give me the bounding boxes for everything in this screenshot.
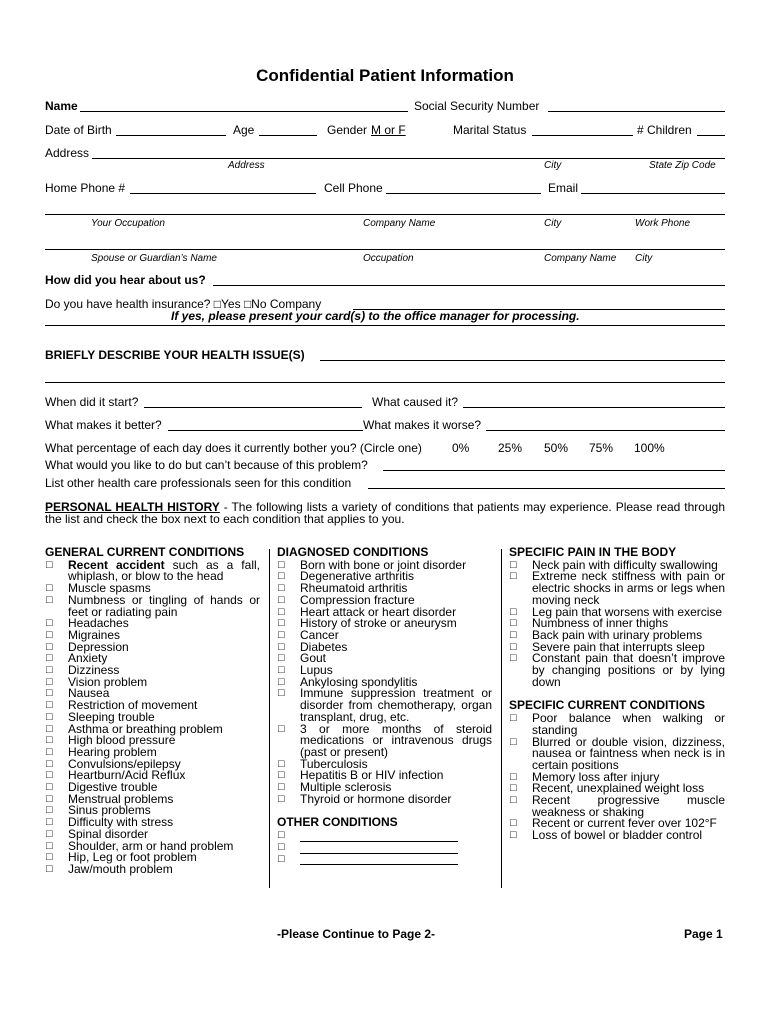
checkbox-icon[interactable]: □	[278, 840, 285, 853]
describe-field[interactable]	[320, 360, 725, 361]
dob-field[interactable]	[116, 135, 226, 136]
recent-accident-rest: such as a fall, whiplash, or blow to the head	[68, 557, 260, 584]
email-label: Email	[548, 181, 579, 195]
checkbox-icon[interactable]: □	[510, 794, 517, 807]
other-pros-field[interactable]	[368, 488, 725, 489]
general-condition-item-label: Migraines	[68, 627, 121, 642]
checkbox-icon[interactable]: □	[278, 617, 285, 630]
checkbox-icon[interactable]: □	[278, 652, 285, 665]
general-condition-item-label: Heartburn/Acid Reflux	[68, 768, 186, 783]
column-divider-1	[269, 549, 270, 888]
general-condition-item-label: Vision problem	[68, 674, 148, 689]
pain-condition-item-label: Back pain with urinary problems	[532, 627, 703, 642]
general-item-recent-accident[interactable]	[45, 557, 260, 584]
diagnosed-condition-item[interactable]	[277, 721, 492, 759]
pain-condition-item[interactable]	[509, 571, 725, 606]
address-sublabel: Address	[228, 160, 265, 171]
checkbox-icon[interactable]: □	[278, 781, 285, 794]
general-condition-item-label: Depression	[68, 639, 129, 654]
history-heading: PERSONAL HEALTH HISTORY	[45, 500, 220, 514]
checkbox-icon[interactable]: □	[46, 652, 53, 665]
pain-condition-item[interactable]	[509, 653, 725, 688]
checkbox-icon[interactable]: □	[46, 862, 53, 875]
address-field[interactable]	[92, 158, 725, 159]
general-condition-item-label: Difficulty with stress	[68, 815, 174, 830]
cell-phone-label: Cell Phone	[324, 181, 383, 195]
pain-condition-item-label: Neck pain with difficulty swallowing	[532, 557, 718, 572]
checkbox-icon[interactable]: □	[278, 664, 285, 677]
hear-label: How did you hear about us?	[45, 273, 206, 287]
gender-label: Gender	[327, 123, 368, 137]
ssn-label: Social Security Number	[414, 99, 540, 113]
diagnosed-condition-item-label: Diabetes	[300, 639, 348, 654]
worse-label: What makes it worse?	[363, 418, 482, 432]
checkbox-icon[interactable]: □	[46, 769, 53, 782]
recent-accident-label: Recent accident	[68, 557, 165, 572]
diagnosed-condition-item-label: Gout	[300, 651, 327, 666]
divider	[45, 325, 725, 326]
checkbox-icon[interactable]: □	[46, 593, 53, 606]
marital-field[interactable]	[532, 135, 633, 136]
current-condition-item[interactable]	[509, 713, 725, 736]
checkbox-icon[interactable]: □	[46, 781, 53, 794]
general-conditions-title: GENERAL CURRENT CONDITIONS	[45, 545, 245, 559]
home-phone-label: Home Phone #	[45, 181, 126, 195]
diagnosed-condition-item-label: Immune suppression treatment or disorder from chemotherapy, organ transplant, drug, etc.	[300, 686, 492, 724]
diagnosed-condition-item-label: Compression fracture	[300, 592, 415, 607]
checkbox-icon[interactable]: □	[510, 829, 517, 842]
general-condition-item[interactable]	[45, 861, 260, 876]
general-condition-item-label: Hearing problem	[68, 744, 157, 759]
diagnosed-condition-item[interactable]	[277, 791, 492, 806]
other-condition-1[interactable]	[277, 830, 492, 842]
checkbox-icon[interactable]: □	[278, 722, 285, 735]
checkbox-icon[interactable]: □	[46, 804, 53, 817]
checkbox-icon[interactable]: □	[278, 628, 285, 641]
pct-option-100[interactable]: 100%	[634, 441, 665, 455]
checkbox-icon[interactable]: □	[278, 769, 285, 782]
other-condition-3[interactable]	[277, 854, 492, 866]
current-condition-item[interactable]	[509, 795, 725, 818]
other-condition-field[interactable]	[300, 855, 458, 865]
occupation-sublabel: Your Occupation	[91, 218, 165, 229]
pain-condition-item-label: Extreme neck stiffness with pain or electric shocks in arms or legs when moving neck	[532, 569, 725, 607]
current-condition-item-label: Loss of bowel or bladder control	[532, 828, 703, 843]
checkbox-icon[interactable]: □	[510, 628, 517, 641]
spouse-occupation-sublabel: Occupation	[363, 253, 414, 264]
diagnosed-condition-item[interactable]	[277, 688, 492, 723]
checkbox-icon[interactable]: □	[278, 829, 285, 842]
checkbox-icon[interactable]: □	[46, 664, 53, 677]
checkbox-icon[interactable]: □	[278, 757, 285, 770]
diagnosed-condition-item-label: Tuberculosis	[300, 756, 368, 771]
general-condition-item-label: Sinus problems	[68, 803, 151, 818]
diagnosed-condition-item-label: Ankylosing spondylitis	[300, 674, 418, 689]
column-divider-2	[501, 549, 502, 888]
diagnosed-conditions-title: DIAGNOSED CONDITIONS	[277, 545, 429, 559]
checkbox-icon[interactable]: □	[278, 582, 285, 595]
children-field[interactable]	[697, 135, 725, 136]
describe-label: BRIEFLY DESCRIBE YOUR HEALTH ISSUE(S)	[45, 348, 305, 362]
start-label: When did it start?	[45, 395, 139, 409]
specific-pain-column	[509, 547, 725, 842]
diagnosed-condition-item-label: Rheumatoid arthritis	[300, 581, 408, 596]
checkbox-icon[interactable]: □	[46, 757, 53, 770]
company-sublabel: Company Name	[363, 218, 436, 229]
checkbox-icon[interactable]: □	[46, 734, 53, 747]
current-condition-item-label: Recent, unexplained weight loss	[532, 781, 705, 796]
checkbox-icon[interactable]: □	[46, 839, 53, 852]
general-condition-item-label: Jaw/mouth problem	[68, 861, 173, 876]
checkbox-icon[interactable]: □	[46, 792, 53, 805]
caused-label: What caused it?	[372, 395, 459, 409]
current-condition-item[interactable]	[509, 830, 725, 842]
general-condition-item-label: Numbness or tingling of hands or feet or radiating pain	[68, 592, 260, 619]
checkbox-icon[interactable]: □	[278, 792, 285, 805]
general-condition-item-label: Shoulder, arm or hand problem	[68, 838, 234, 853]
work-phone-sublabel: Work Phone	[635, 218, 691, 229]
checkbox-icon[interactable]: □	[510, 712, 517, 725]
checkbox-icon[interactable]: □	[46, 558, 53, 571]
checkbox-icon[interactable]: □	[278, 558, 285, 571]
page-number: Page 1	[684, 927, 723, 941]
general-condition-item-label: Asthma or breathing problem	[68, 721, 223, 736]
checkbox-icon[interactable]: □	[278, 605, 285, 618]
general-condition-item-label: Muscle spasms	[68, 581, 151, 596]
history-intro-text: - The following lists a variety of conditions that patients may experience. Please read through the list and check the box next to each condition that applies to you.	[45, 500, 725, 526]
general-condition-item-label: Spinal disorder	[68, 826, 149, 841]
checkbox-icon[interactable]: □	[278, 852, 285, 865]
better-field[interactable]	[168, 430, 363, 431]
occupation-line[interactable]	[45, 214, 725, 215]
checkbox-icon[interactable]: □	[46, 699, 53, 712]
diagnosed-condition-item-label: Thyroid or hormone disorder	[300, 791, 452, 806]
start-field[interactable]	[144, 407, 362, 408]
ssn-field[interactable]	[548, 111, 725, 112]
checkbox-icon[interactable]: □	[46, 745, 53, 758]
current-condition-item-label: Recent or current fever over 102°F	[532, 816, 717, 831]
checkbox-icon[interactable]: □	[510, 735, 517, 748]
specific-current-title: SPECIFIC CURRENT CONDITIONS	[509, 698, 706, 713]
name-field[interactable]	[80, 111, 408, 112]
worse-field[interactable]	[486, 430, 725, 431]
state-zip-sublabel: State Zip Code	[649, 160, 716, 171]
city-sublabel: City	[544, 160, 562, 171]
pain-condition-item-label: Numbness of inner thighs	[532, 616, 669, 631]
diagnosed-condition-item-label: Born with bone or joint disorder	[300, 557, 467, 572]
current-condition-item-label: Blurred or double vision, dizziness, nausea or faintness when neck is in certain positions	[532, 734, 725, 772]
pain-condition-item-label: Severe pain that interrupts sleep	[532, 639, 705, 654]
checkbox-icon[interactable]: □	[278, 675, 285, 688]
describe-field-2[interactable]	[45, 382, 725, 383]
diagnosed-condition-item-label: Cancer	[300, 627, 339, 642]
cant-field[interactable]	[383, 470, 725, 471]
checkbox-icon[interactable]: □	[510, 817, 517, 830]
diagnosed-conditions-column	[277, 547, 492, 865]
gender-options[interactable]: M or F	[371, 123, 406, 137]
current-condition-item-label: Poor balance when walking or standing	[532, 711, 725, 737]
diagnosed-condition-item-label: Degenerative arthritis	[300, 569, 415, 584]
cant-label: What would you like to do but can’t because of this problem?	[45, 458, 368, 472]
checkbox-icon[interactable]: □	[46, 687, 53, 700]
checkbox-icon[interactable]: □	[46, 582, 53, 595]
general-condition-item-label: Convulsions/epilepsy	[68, 756, 181, 771]
age-field[interactable]	[259, 135, 317, 136]
diagnosed-condition-item-label: Lupus	[300, 663, 333, 678]
insurance-note: If yes, please present your card(s) to the office manager for processing.	[171, 309, 580, 323]
general-condition-item[interactable]	[45, 592, 260, 619]
marital-label: Marital Status	[453, 123, 527, 137]
other-pros-label: List other health care professionals seen for this condition	[45, 476, 352, 490]
pct-option-50[interactable]: 50%	[544, 441, 569, 455]
other-condition-field[interactable]	[300, 832, 458, 842]
checkbox-icon[interactable]: □	[510, 617, 517, 630]
checkbox-icon[interactable]: □	[510, 782, 517, 795]
checkbox-icon[interactable]: □	[46, 628, 53, 641]
general-condition-item-label: Anxiety	[68, 651, 108, 666]
checkbox-icon[interactable]: □	[46, 816, 53, 829]
current-condition-item-label: Recent progressive muscle weakness or shaking	[532, 793, 725, 819]
general-condition-item-label: Dizziness	[68, 663, 120, 678]
general-condition-item-label: Hip, Leg or foot problem	[68, 850, 197, 865]
insurance-label[interactable]: Do you have health insurance? □Yes □No Company	[45, 297, 322, 311]
better-label: What makes it better?	[45, 418, 162, 432]
form-title: Confidential Patient Information	[256, 66, 514, 85]
checkbox-icon[interactable]: □	[278, 687, 285, 700]
other-conditions-title: OTHER CONDITIONS	[277, 815, 398, 830]
diagnosed-condition-item-label: 3 or more months of steroid medications or intravenous drugs (past or present)	[300, 721, 492, 759]
checkbox-icon[interactable]: □	[278, 640, 285, 653]
general-condition-item-label: Digestive trouble	[68, 780, 158, 795]
diagnosed-condition-item-label: Heart attack or heart disorder	[300, 604, 457, 619]
checkbox-icon[interactable]: □	[46, 722, 53, 735]
checkbox-icon[interactable]: □	[510, 570, 517, 583]
pain-condition-item-label: Leg pain that worsens with exercise	[532, 604, 723, 619]
general-condition-item-label: Sleeping trouble	[68, 709, 155, 724]
dob-label: Date of Birth	[45, 123, 112, 137]
history-intro	[45, 502, 725, 525]
hear-field[interactable]	[213, 285, 725, 286]
checkbox-icon[interactable]: □	[278, 570, 285, 583]
spouse-company-sublabel: Company Name	[544, 253, 617, 264]
checkbox-icon[interactable]: □	[510, 558, 517, 571]
pct-option-25[interactable]: 25%	[498, 441, 523, 455]
pain-condition-item-label: Constant pain that doesn’t improve by changing positions or by lying down	[532, 651, 725, 689]
checkbox-icon[interactable]: □	[278, 593, 285, 606]
general-condition-item-label: Headaches	[68, 616, 129, 631]
checkbox-icon[interactable]: □	[46, 640, 53, 653]
other-condition-2[interactable]	[277, 842, 492, 854]
other-condition-field[interactable]	[300, 844, 458, 854]
spouse-line[interactable]	[45, 249, 725, 250]
continue-note: -Please Continue to Page 2-	[277, 927, 436, 941]
spouse-sublabel: Spouse or Guardian’s Name	[91, 253, 217, 264]
diagnosed-condition-item-label: Hepatitis B or HIV infection	[300, 768, 444, 783]
percentage-label: What percentage of each day does it currently bother you? (Circle one)	[45, 441, 422, 455]
current-condition-item-label: Memory loss after injury	[532, 769, 660, 784]
pct-option-75[interactable]: 75%	[589, 441, 614, 455]
current-condition-item[interactable]	[509, 734, 725, 772]
work-city-sublabel: City	[544, 218, 562, 229]
general-condition-item-label: Menstrual problems	[68, 791, 174, 806]
checkbox-icon[interactable]: □	[510, 652, 517, 665]
checkbox-icon[interactable]: □	[510, 640, 517, 653]
general-condition-item-label: High blood pressure	[68, 733, 176, 748]
checkbox-icon[interactable]: □	[510, 770, 517, 783]
cell-phone-field[interactable]	[386, 193, 541, 194]
diagnosed-condition-item-label: Multiple sclerosis	[300, 780, 392, 795]
general-condition-item-label: Restriction of movement	[68, 698, 198, 713]
diagnosed-condition-item-label: History of stroke or aneurysm	[300, 616, 457, 631]
pct-option-0[interactable]: 0%	[452, 441, 470, 455]
email-field[interactable]	[581, 193, 725, 194]
checkbox-icon[interactable]: □	[46, 710, 53, 723]
caused-field[interactable]	[463, 407, 725, 408]
checkbox-icon[interactable]: □	[46, 617, 53, 630]
age-label: Age	[233, 123, 255, 137]
children-label: # Children	[637, 123, 692, 137]
home-phone-field[interactable]	[130, 193, 316, 194]
general-condition-item-label: Nausea	[68, 686, 110, 701]
spouse-city-sublabel: City	[635, 253, 653, 264]
specific-pain-title: SPECIFIC PAIN IN THE BODY	[509, 545, 677, 559]
address-label: Address	[45, 146, 90, 160]
general-conditions-column	[45, 547, 260, 876]
name-label: Name	[45, 99, 78, 113]
checkbox-icon[interactable]: □	[46, 827, 53, 840]
checkbox-icon[interactable]: □	[510, 605, 517, 618]
checkbox-icon[interactable]: □	[46, 851, 53, 864]
checkbox-icon[interactable]: □	[46, 675, 53, 688]
